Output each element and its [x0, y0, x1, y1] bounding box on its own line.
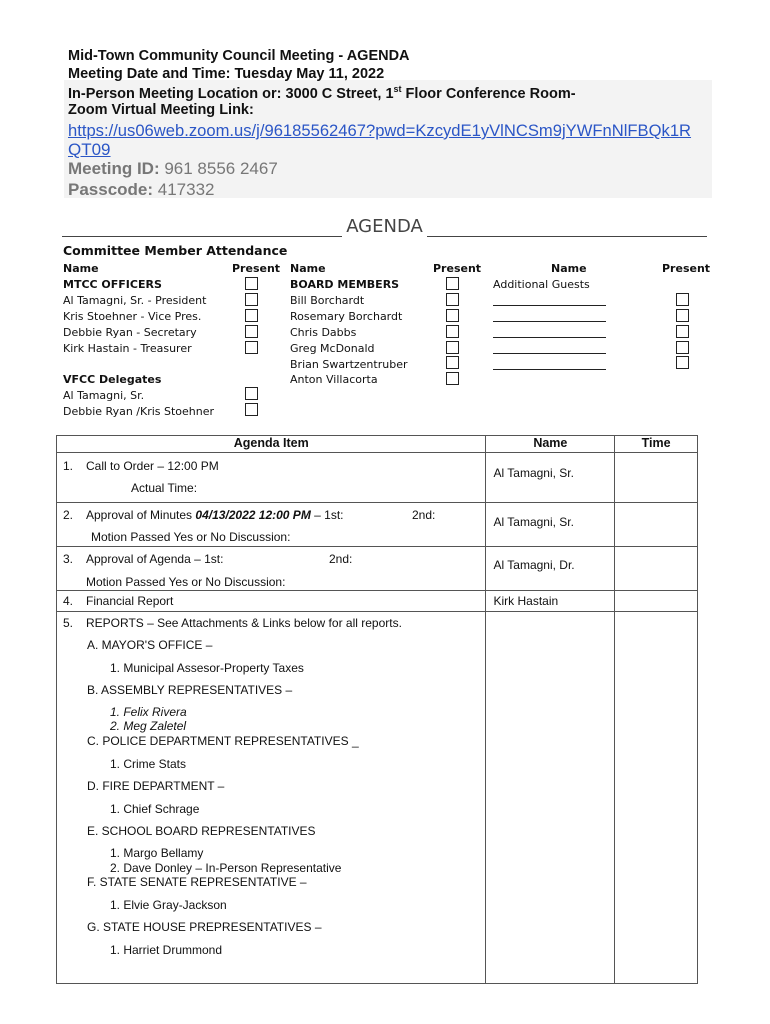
- report-sub-item: 1. Harriet Drummond: [110, 943, 223, 957]
- motion-passed-line: Motion Passed Yes or No Discussion:: [86, 575, 286, 589]
- present-checkbox[interactable]: [446, 356, 459, 369]
- header-time: Time: [615, 436, 698, 453]
- report-state-senate: F. STATE SENATE REPRESENTATIVE –: [87, 875, 307, 889]
- time-cell[interactable]: [615, 547, 698, 591]
- present-checkbox[interactable]: [245, 387, 258, 400]
- agenda-table: [56, 435, 698, 984]
- report-assembly: B. ASSEMBLY REPRESENTATIVES –: [87, 683, 293, 697]
- report-school-board: E. SCHOOL BOARD REPRESENTATIVES: [87, 824, 316, 838]
- report-sub-item: 1. Felix Rivera: [110, 705, 187, 719]
- present-checkbox[interactable]: [676, 309, 689, 322]
- present-checkbox[interactable]: [676, 356, 689, 369]
- vfcc-title: VFCC Delegates: [63, 373, 162, 386]
- board-member-name: Anton Villacorta: [290, 373, 378, 386]
- time-cell[interactable]: [615, 612, 698, 984]
- guest-name-blank[interactable]: [493, 321, 606, 322]
- time-cell[interactable]: [615, 591, 698, 612]
- header-agenda-item: Agenda Item: [57, 436, 486, 453]
- item-approval-agenda: Approval of Agenda – 1st:: [86, 552, 224, 566]
- table-row: 1. Call to Order – 12:00 PM Actual Time: Al Tamagni, Sr.: [57, 453, 698, 503]
- report-sub-item: 2. Meg Zaletel: [110, 719, 187, 733]
- present-checkbox[interactable]: [245, 403, 258, 416]
- report-sub-item: 1. Margo Bellamy: [110, 846, 204, 860]
- board-title: BOARD MEMBERS: [290, 278, 400, 291]
- item-approval-minutes: Approval of Minutes 04/13/2022 12:00 PM – 1st:: [86, 508, 344, 522]
- presenter-name: Al Tamagni, Sr.: [493, 466, 574, 480]
- item-reports: REPORTS – See Attachments & Links below for all reports.: [86, 616, 402, 630]
- col-name-2: Name: [290, 262, 326, 275]
- present-checkbox[interactable]: [245, 325, 258, 338]
- report-sub-item: 1. Elvie Gray-Jackson: [110, 898, 227, 912]
- presenter-name: Al Tamagni, Sr.: [493, 515, 574, 529]
- meeting-title: Mid-Town Community Council Meeting - AGENDA: [68, 48, 410, 64]
- officer-name: Kirk Hastain - Treasurer: [63, 342, 192, 355]
- present-checkbox[interactable]: [245, 309, 258, 322]
- col-present-1: Present: [232, 262, 281, 275]
- guest-name-blank[interactable]: [493, 305, 606, 306]
- present-checkbox[interactable]: [446, 325, 459, 338]
- col-present-2: Present: [433, 262, 482, 275]
- vfcc-name: Debbie Ryan /Kris Stoehner: [63, 405, 215, 418]
- present-checkbox[interactable]: [446, 341, 459, 354]
- item-call-to-order: Call to Order – 12:00 PM: [86, 459, 219, 473]
- guest-name-blank[interactable]: [493, 353, 606, 354]
- officer-name: Kris Stoehner - Vice Pres.: [63, 310, 202, 323]
- passcode: Passcode: 417332: [68, 180, 215, 199]
- col-present-3: Present: [662, 262, 711, 275]
- present-checkbox[interactable]: [245, 341, 258, 354]
- present-checkbox[interactable]: [446, 372, 459, 385]
- guests-title: Additional Guests: [493, 278, 590, 291]
- name-cell: [486, 612, 615, 984]
- present-checkbox[interactable]: [446, 309, 459, 322]
- report-sub-item: 1. Chief Schrage: [110, 802, 200, 816]
- board-member-name: Chris Dabbs: [290, 326, 357, 339]
- time-cell[interactable]: [615, 453, 698, 503]
- zoom-link-continued[interactable]: QT09: [68, 140, 111, 159]
- present-checkbox[interactable]: [676, 293, 689, 306]
- guest-name-blank[interactable]: [493, 369, 606, 370]
- present-checkbox[interactable]: [446, 277, 459, 290]
- table-row: 5. REPORTS – See Attachments & Links below for all reports. A. MAYOR'S OFFICE – 1. Municipal Assesor-Property Taxes B. ASSEMBLY REPRESENTATIVES – 1. Felix Rivera 2. Meg Zaletel C. POLICE DEPARTMENT REPRESENTATIVES _ 1. Crime Stats D. FIRE DEPARTMENT – 1. Chief Schrage E. SCHOOL BOARD REPRESENTATIVES 1. Margo Bellamy 2. Dave Donley – In-Person Representative F. STATE SENATE REPRESENTATIVE – 1. Elvie Gray-Jackson G. STATE HOUSE PREPRESENTATIVES – 1. Harriet Drummond: [57, 612, 698, 984]
- present-checkbox[interactable]: [446, 293, 459, 306]
- board-member-name: Greg McDonald: [290, 342, 375, 355]
- report-sub-item: 1. Crime Stats: [110, 757, 187, 771]
- zoom-link-label: Zoom Virtual Meeting Link:: [68, 102, 254, 118]
- table-row: 3. Approval of Agenda – 1st: 2nd: Motion Passed Yes or No Discussion: Al Tamagni, Dr.: [57, 547, 698, 591]
- board-member-name: Rosemary Borchardt: [290, 310, 403, 323]
- presenter-name: Al Tamagni, Dr.: [493, 558, 575, 572]
- present-checkbox[interactable]: [676, 341, 689, 354]
- present-checkbox[interactable]: [245, 293, 258, 306]
- vfcc-name: Al Tamagni, Sr.: [63, 389, 145, 402]
- col-name-3: Name: [551, 262, 587, 275]
- officers-title: MTCC OFFICERS: [63, 278, 162, 291]
- meeting-id: Meeting ID: 961 8556 2467: [68, 159, 278, 178]
- meeting-date: Meeting Date and Time: Tuesday May 11, 2022: [68, 66, 385, 82]
- report-fire: D. FIRE DEPARTMENT –: [87, 779, 225, 793]
- present-checkbox[interactable]: [676, 325, 689, 338]
- col-name-1: Name: [63, 262, 99, 275]
- board-member-name: Brian Swartzentruber: [290, 358, 408, 371]
- report-state-house: G. STATE HOUSE PREPRESENTATIVES –: [87, 920, 322, 934]
- board-member-name: Bill Borchardt: [290, 294, 365, 307]
- report-mayor: A. MAYOR'S OFFICE –: [87, 638, 213, 652]
- officer-name: Al Tamagni, Sr. - President: [63, 294, 207, 307]
- item-financial-report: Financial Report: [86, 594, 174, 608]
- zoom-link[interactable]: https://us06web.zoom.us/j/96185562467?pwd=KzcydE1yVlNCSm9jYWFnNlFBQk1R: [68, 121, 692, 140]
- time-cell[interactable]: [615, 503, 698, 547]
- second-label: 2nd:: [329, 552, 353, 566]
- guest-name-blank[interactable]: [493, 337, 606, 338]
- report-sub-item: 1. Municipal Assesor-Property Taxes: [110, 661, 304, 675]
- report-police: C. POLICE DEPARTMENT REPRESENTATIVES _: [87, 734, 359, 748]
- agenda-heading: AGENDA: [62, 216, 707, 237]
- meeting-location: In-Person Meeting Location or: 3000 C Street, 1st Floor Conference Room-: [68, 84, 576, 102]
- motion-passed-line: Motion Passed Yes or No Discussion:: [91, 530, 291, 544]
- officer-name: Debbie Ryan - Secretary: [63, 326, 197, 339]
- second-label: 2nd:: [412, 508, 436, 522]
- table-row: 4. Financial Report Kirk Hastain: [57, 591, 698, 612]
- actual-time-label: Actual Time:: [131, 481, 198, 495]
- table-row: 2. Approval of Minutes 04/13/2022 12:00 PM – 1st: 2nd: Motion Passed Yes or No Discussion: Al Tamagni, Sr.: [57, 503, 698, 547]
- attendance-title: Committee Member Attendance: [63, 243, 288, 258]
- header-name: Name: [486, 436, 615, 453]
- report-sub-item: 2. Dave Donley – In-Person Representative: [110, 861, 342, 875]
- presenter-name: Kirk Hastain: [493, 594, 559, 608]
- present-checkbox[interactable]: [245, 277, 258, 290]
